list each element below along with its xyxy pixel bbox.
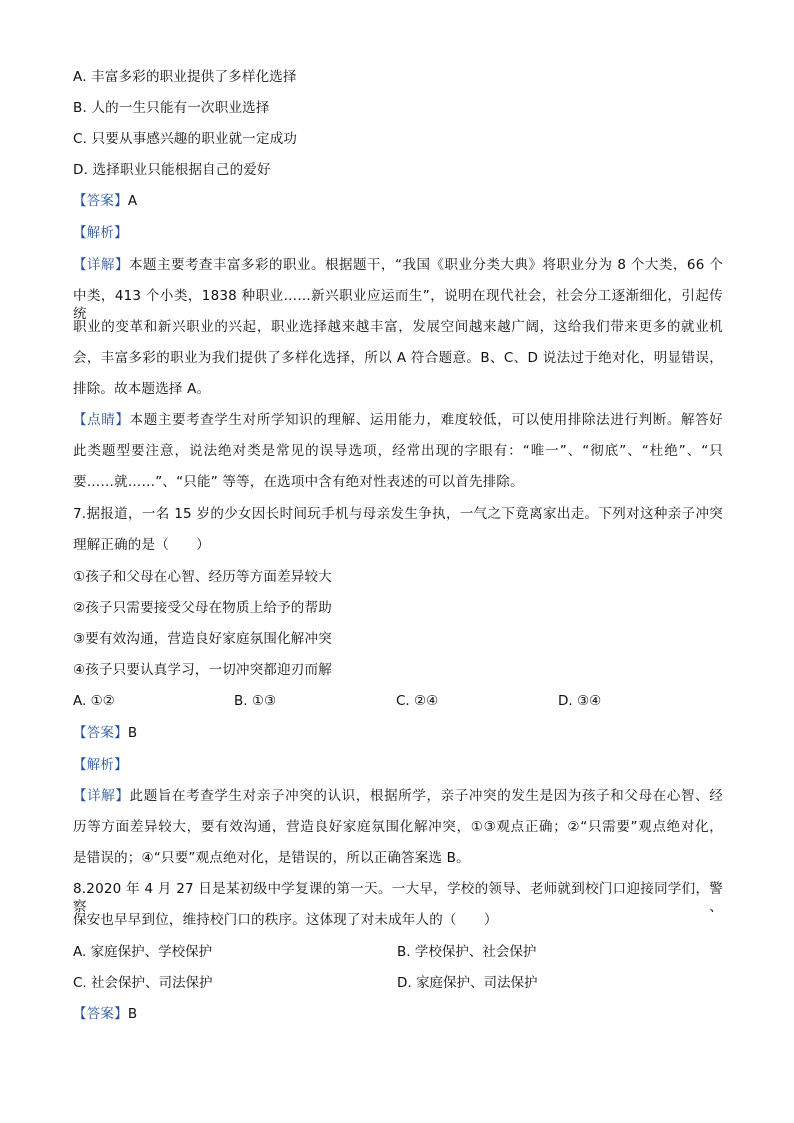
q7-choice-a: A. ①②	[73, 693, 115, 709]
answer-value: A	[127, 193, 138, 209]
q7-detail-line: 历等方面差异较大，要有效沟通，营造良好家庭氛围化解冲突，①③观点正确；②“只需要”观点绝对化，	[73, 819, 723, 835]
q6-comment-line	[73, 411, 723, 429]
comment-text: 本题主要考查学生对所学知识的理解、运用能力，难度较低，可以使用排除法进行判断。解答好	[129, 412, 723, 428]
q6-answer	[73, 192, 137, 210]
q8-answer	[73, 1005, 137, 1023]
q6-detail-line: 职业的变革和新兴职业的兴起，职业选择越来越丰富，发展空间越来越广阔，这给我们带来更多的就业机	[73, 319, 723, 335]
q7-analysis-tag: 【解析】	[73, 757, 128, 773]
q7-statement: ③要有效沟通，营造良好家庭氛围化解冲突	[73, 631, 332, 647]
q7-statement: ①孩子和父母在心智、经历等方面差异较大	[73, 569, 332, 585]
q7-answer	[73, 724, 137, 742]
q6-comment-line: 此类题型要注意，说法绝对类是常见的误导选项，经常出现的字眼有：“唯一”、“彻底”、“杜绝”、“只	[73, 443, 723, 459]
answer-value: B	[127, 1006, 138, 1022]
q8-choice-b: B. 学校保护、社会保护	[397, 944, 537, 960]
q7-statement: ②孩子只需要接受父母在物质上给予的帮助	[73, 600, 332, 616]
q6-comment-line: 要……就……”、“只能” 等等，在选项中含有绝对性表述的可以首先排除。	[73, 474, 524, 490]
q6-analysis-tag: 【解析】	[73, 225, 128, 241]
answer-value: B	[127, 725, 138, 741]
q7-detail-line	[73, 787, 723, 805]
q6-detail-line	[73, 256, 723, 274]
q7-stem: 理解正确的是（ ）	[73, 537, 210, 553]
q6-option-a: A. 丰富多彩的职业提供了多样化选择	[73, 69, 297, 85]
q7-stem: 7.据报道，一名 15 岁的少女因长时间玩手机与母亲发生争执，一气之下竟离家出走。下列对这种亲子冲突	[73, 506, 723, 522]
q7-detail-line: 是错误的；④“只要”观点绝对化，是错误的，所以正确答案选 B。	[73, 850, 470, 866]
comment-tag: 【点睛】	[73, 412, 130, 428]
q8-choice-a: A. 家庭保护、学校保护	[73, 944, 213, 960]
answer-tag: 【答案】	[73, 1006, 128, 1022]
answer-tag: 【答案】	[73, 725, 128, 741]
detail-tag: 【详解】	[73, 788, 130, 804]
q7-choice-c: C. ②④	[396, 693, 439, 709]
q6-option-d: D. 选择职业只能根据自己的爱好	[73, 162, 271, 178]
q6-detail-line: 中类，413 个小类，1838 种职业……新兴职业应运而生”，说明在现代社会，社会分工逐渐细化，引起传统	[73, 288, 723, 322]
q6-option-c: C. 只要从事感兴趣的职业就一定成功	[73, 131, 298, 147]
answer-tag: 【答案】	[73, 193, 128, 209]
q8-choice-c: C. 社会保护、司法保护	[73, 975, 213, 991]
q8-choice-d: D. 家庭保护、司法保护	[397, 975, 538, 991]
q8-stem: 8.2020 年 4 月 27 日是某初级中学复课的第一天。一大早，学校的领导、老师就到校门口迎接同学们，警察、	[73, 881, 723, 915]
detail-text: 本题主要考查丰富多彩的职业。根据题干，“我国《职业分类大典》将职业分为 8 个大类，66 个	[129, 257, 723, 273]
q7-statement: ④孩子只要认真学习，一切冲突都迎刃而解	[73, 662, 332, 678]
q7-choice-d: D. ③④	[558, 693, 602, 709]
q8-stem: 保安也早早到位，维持校门口的秩序。这体现了对未成年人的（ ）	[73, 912, 498, 928]
q6-detail-line: 排除。故本题选择 A。	[73, 381, 211, 397]
q6-option-b: B. 人的一生只能有一次职业选择	[73, 100, 270, 116]
detail-text: 此题旨在考查学生对亲子冲突的认识，根据所学，亲子冲突的发生是因为孩子和父母在心智、经	[129, 788, 723, 804]
q6-detail-line: 会，丰富多彩的职业为我们提供了多样化选择，所以 A 符合题意。B、C、D 说法过于绝对化，明显错误，	[73, 350, 723, 366]
q7-choice-b: B. ①③	[234, 693, 277, 709]
detail-tag: 【详解】	[73, 257, 130, 273]
